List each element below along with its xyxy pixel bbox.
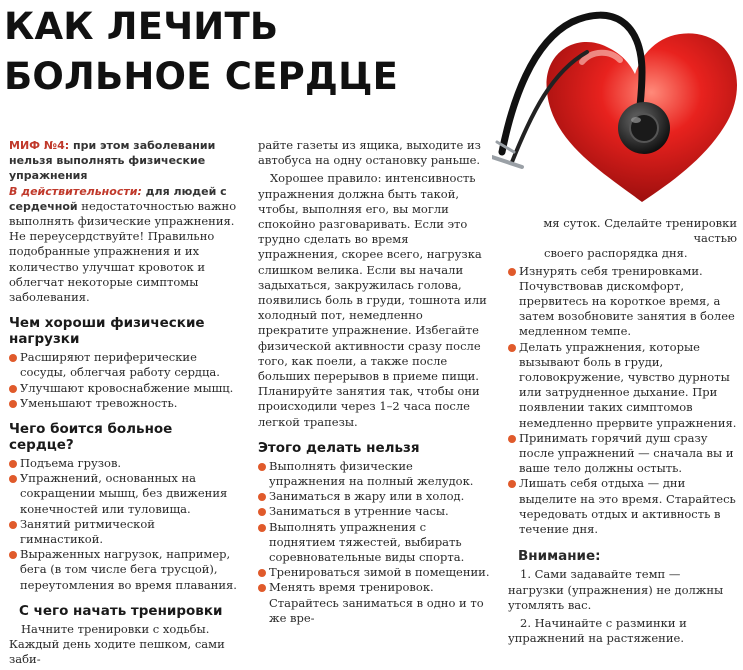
start-heading: С чего начать тренировки xyxy=(19,602,223,619)
list-item: Принимать горячий душ сразу после упражнений — сначала вы и ваше тело должны остыть. xyxy=(508,431,737,477)
column-2 xyxy=(258,138,491,626)
list-item: Подъема грузов. xyxy=(9,456,241,471)
list-item: Лишать себя отдыха — дни выделите на это время. Старайтесь чередовать отдых и активность в течение дня. xyxy=(508,476,737,537)
fear-heading: Чего боится больное сердце? xyxy=(9,421,173,454)
list-item: Улучшают кровоснабжение мышц. xyxy=(9,381,241,396)
dont-heading: Этого делать нельзя xyxy=(258,439,420,456)
warning-item: 1. Сами задавайте темп — нагрузки (упражнения) не должны утомлять вас. xyxy=(508,567,724,612)
list-item: Делать упражнения, которые вызывают боль в груди, головокружение, чувство дурноты или затрудненное дыхание. При появлении таких симптомов немедленно прервите упражнения. xyxy=(508,340,737,431)
list-item: Упражнений, основанных на сокращении мышц, без движения конечностей или туловища. xyxy=(9,471,241,517)
bullet-icon xyxy=(258,493,266,501)
list-item: Менять время тренировок. Старайтесь заниматься в одно и то же вре- xyxy=(258,580,491,626)
bullet-icon xyxy=(9,385,17,393)
fear-list xyxy=(9,456,241,593)
bullet-icon xyxy=(9,460,17,468)
list-item: Выраженных нагрузок, например, бега (в том числе бега трусцой), переутомления во время плавания. xyxy=(9,547,241,593)
col2-paragraph-1: райте газеты из ящика, выходите из автобуса на одну остановку раньше. xyxy=(258,138,481,168)
myth-text: при этом заболевании нельзя выполнять физические упражнения xyxy=(9,139,216,183)
bullet-icon xyxy=(258,569,266,577)
col2-paragraph-2: Хорошее правило: интенсивность упражнения должна быть такой, чтобы, выполняя его, вы могли спокойно разговаривать. Если это трудно сделать во время упражнения, скорее всего, нагрузка слишком велика. Если вы начали задыхаться, закружилась голова, появились боль в груди, тошнота или холодный пот, немедленно прекратите упражнение. Избегайте физической активности сразу после того, как поели, а также после больших перерывов в приеме пищи. Планируйте занятия так, чтобы они происходили через 1–2 часа после легкой трапезы. xyxy=(258,171,487,429)
warning-heading: Внимание: xyxy=(518,548,601,565)
list-item: Выполнять физические упражнения на полный желудок. xyxy=(258,459,491,489)
column-3 xyxy=(508,216,737,649)
dont-list xyxy=(258,459,491,626)
bullet-icon xyxy=(508,435,516,443)
list-item: Уменьшают тревожность. xyxy=(9,396,241,411)
myth-paragraph xyxy=(9,138,241,305)
list-item: Расширяют периферические сосуды, облегчая работу сердца. xyxy=(9,350,241,380)
bullet-icon xyxy=(9,475,17,483)
bullet-icon xyxy=(508,344,516,352)
bullet-icon xyxy=(508,480,516,488)
bullet-icon xyxy=(258,508,266,516)
heart-stethoscope-illustration xyxy=(492,2,743,214)
bullet-icon xyxy=(258,584,266,592)
list-item: Заниматься в жару или в холод. xyxy=(258,489,491,504)
bullet-icon xyxy=(9,551,17,559)
bullet-icon xyxy=(508,268,516,276)
col3-continuation-1: мя суток. Сделайте тренировки частью xyxy=(543,216,737,246)
good-list xyxy=(9,350,241,411)
list-item: Изнурять себя тренировками. Почувствовав дискомфорт, прервитесь на короткое время, а затем возобновите занятия в более медленном темпе. xyxy=(508,264,737,340)
warning-item: 2. Начинайте с разминки и упражнений на растяжение. xyxy=(508,616,687,646)
article-title: КАК ЛЕЧИТЬ БОЛЬНОЕ СЕРДЦЕ xyxy=(4,5,399,98)
list-item: Тренироваться зимой в помещении. xyxy=(258,565,491,580)
column-1 xyxy=(9,138,241,670)
bullet-icon xyxy=(258,524,266,532)
myth-label: МИФ №4: xyxy=(9,139,70,152)
col3-continuation-2: своего распорядка дня. xyxy=(544,246,688,261)
reality-text: недостаточностью важно выполнять физические упражнения. Не переусердствуйте! Правильно подобранные упражнения и их количество улучшат кровоток и облегчат некоторые симптомы заболевания. xyxy=(9,198,237,305)
reality-bold: для людей с сердечной xyxy=(9,184,227,213)
col3-list xyxy=(508,264,737,538)
bullet-icon xyxy=(9,521,17,529)
reality-label: В действительности: xyxy=(9,184,142,198)
warning-list xyxy=(508,567,737,646)
bullet-icon xyxy=(9,354,17,362)
bullet-icon xyxy=(9,400,17,408)
good-heading: Чем хороши физические нагрузки xyxy=(9,315,205,348)
start-text: Начните тренировки с ходьбы. Каждый день ходите пешком, сами заби- xyxy=(9,621,225,667)
list-item: Занятий ритмической гимнастикой. xyxy=(9,517,241,547)
list-item: Выполнять упражнения с поднятием тяжестей, выбирать соревновательные виды спорта. xyxy=(258,520,491,566)
bullet-icon xyxy=(258,463,266,471)
list-item: Заниматься в утренние часы. xyxy=(258,504,491,519)
